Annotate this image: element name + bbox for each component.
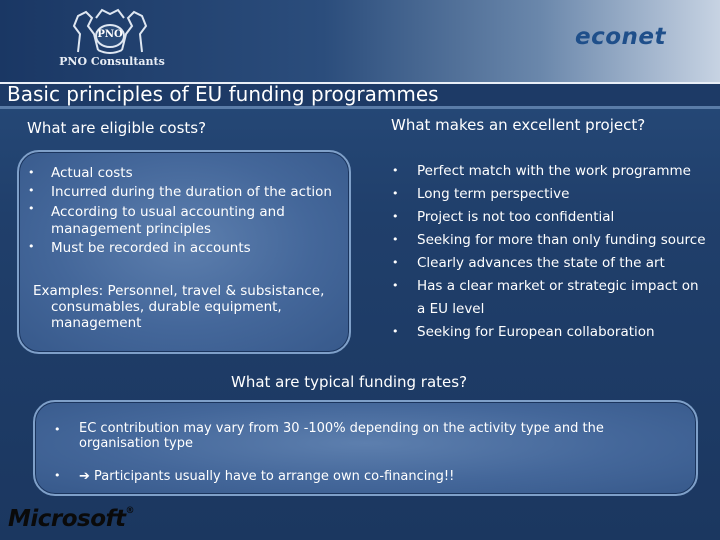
bullet-icon: •: [392, 279, 399, 292]
bullet-icon: •: [28, 240, 35, 253]
list-item: Long term perspective: [417, 186, 570, 202]
list-item: Clearly advances the state of the art: [417, 255, 665, 271]
bullet-icon: •: [392, 233, 399, 246]
registered-mark: ®: [125, 506, 135, 516]
bullet-icon: •: [28, 202, 35, 215]
funding-rates-heading: What are typical funding rates?: [231, 373, 468, 391]
list-item: According to usual accounting and: [51, 204, 285, 220]
list-item: Actual costs: [51, 165, 133, 181]
list-item: management principles: [51, 221, 211, 237]
list-item: Project is not too confidential: [417, 209, 615, 225]
list-item: Seeking for more than only funding source: [417, 232, 706, 248]
microsoft-logo: [8, 506, 134, 532]
bullet-icon: •: [392, 164, 399, 177]
list-item: Seeking for European collaboration: [417, 324, 655, 340]
bullet-icon: •: [392, 256, 399, 269]
list-item: Incurred during the duration of the action: [51, 184, 332, 200]
list-item: Must be recorded in accounts: [51, 240, 251, 256]
bullet-icon: •: [392, 325, 399, 338]
eligible-costs-heading: What are eligible costs?: [27, 119, 207, 137]
pno-consultants-label: PNO Consultants: [59, 55, 165, 68]
excellent-project-heading: What makes an excellent project?: [391, 116, 646, 134]
slide-title: Basic principles of EU funding programmes: [7, 82, 439, 106]
examples-line-2: consumables, durable equipment,: [51, 299, 282, 315]
list-item: Perfect match with the work programme: [417, 163, 691, 179]
co-financing-note: ➔ Participants usually have to arrange own co-financing!!: [79, 469, 455, 484]
funding-rate-line-1: EC contribution may vary from 30 -100% depending on the activity type and the: [79, 421, 604, 436]
list-item: a EU level: [417, 301, 485, 317]
examples-line-1: Examples: Personnel, travel & subsistance,: [33, 283, 325, 299]
bullet-icon: •: [28, 166, 35, 179]
bullet-icon: •: [28, 184, 35, 197]
econet-logo: econet: [575, 24, 667, 50]
funding-rate-line-2: organisation type: [79, 436, 193, 451]
bullet-icon: •: [54, 469, 61, 482]
bullet-icon: •: [392, 187, 399, 200]
microsoft-logo-text: Microsoft: [8, 506, 126, 532]
list-item: Has a clear market or strategic impact on: [417, 278, 699, 294]
examples-line-3: management: [51, 315, 142, 331]
bullet-icon: •: [392, 210, 399, 223]
pno-logo-label: PNO: [97, 29, 123, 40]
bullet-icon: •: [54, 423, 61, 436]
